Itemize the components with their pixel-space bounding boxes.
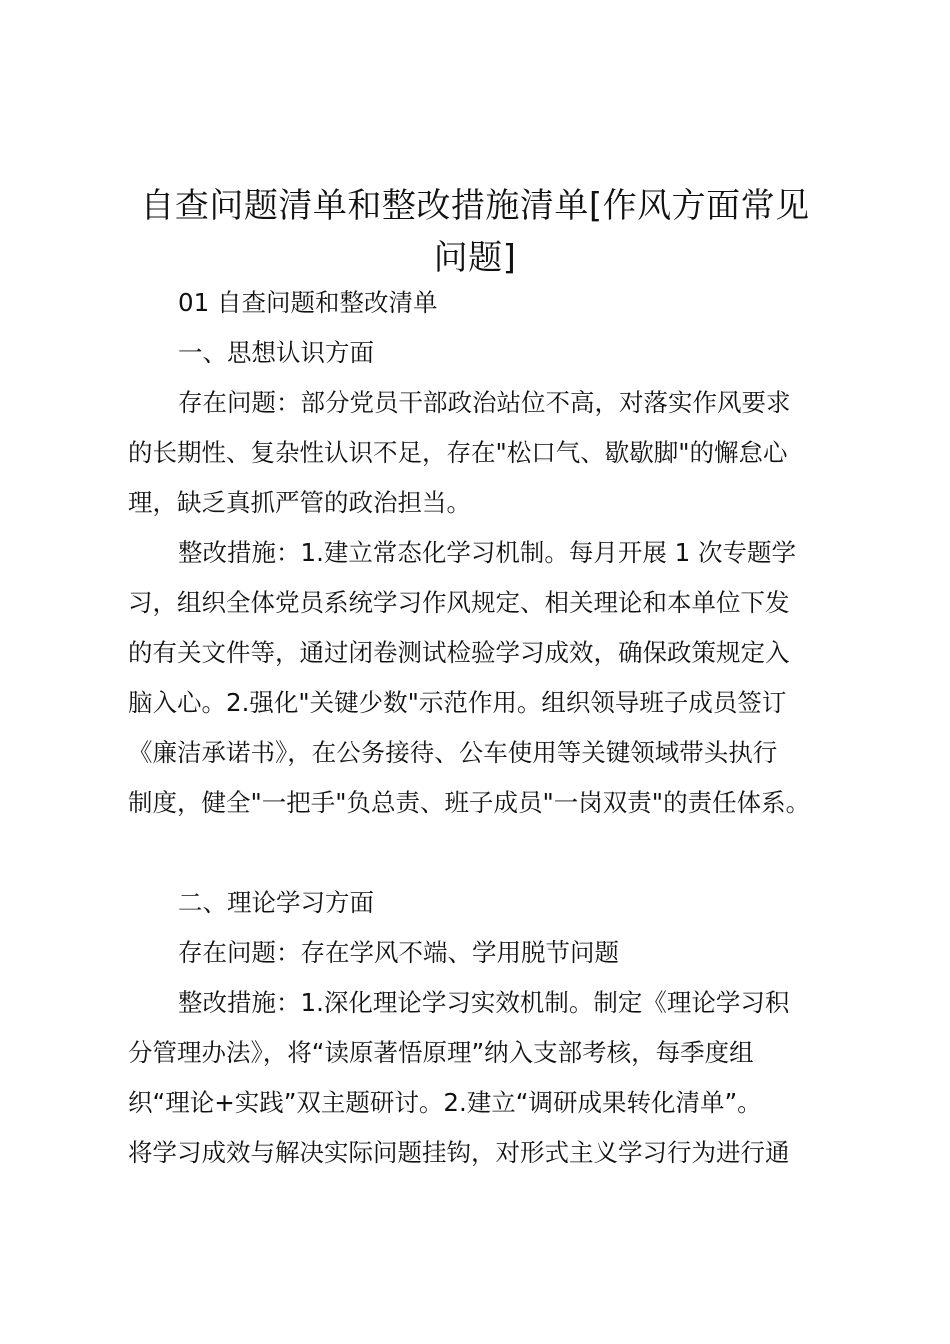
title-line: 问题]	[433, 238, 517, 278]
section-heading: 01 自查问题和整改清单	[178, 288, 438, 317]
section1-problem-line: 的长期性、复杂性认识不足，存在"松口气、歇歇脚"的懈怠心	[128, 438, 788, 467]
section1-heading: 一、思想认识方面	[178, 338, 374, 367]
title-line: 自查问题清单和整改措施清单[作风方面常见	[140, 186, 810, 226]
section1-problem-line: 理，缺乏真抓严管的政治担当。	[128, 488, 471, 517]
section2-measure-line: 将学习成效与解决实际问题挂钩，对形式主义学习行为进行通	[128, 1138, 790, 1167]
section1-measure-line: 的有关文件等，通过闭卷测试检验学习成效，确保政策规定入	[128, 638, 790, 667]
section1-problem-line: 存在问题：部分党员干部政治站位不高，对落实作风要求	[178, 388, 791, 417]
section1-measure-line: 脑入心。2.强化"关键少数"示范作用。组织领导班子成员签订	[128, 688, 787, 717]
section2-problem-line: 存在问题：存在学风不端、学用脱节问题	[178, 938, 619, 967]
section1-measure-line: 习，组织全体党员系统学习作风规定、相关理论和本单位下发	[128, 588, 790, 617]
section1-measure-line: 制度，健全"一把手"负总责、班子成员"一岗双责"的责任体系。	[128, 788, 811, 817]
section2-measure-line: 织“理论+实践”双主题研讨。2.建立“调研成果转化清单”。	[128, 1088, 762, 1117]
section1-measure-line: 《廉洁承诺书》，在公务接待、公车使用等关键领域带头执行	[128, 738, 778, 767]
section1-measure-line: 整改措施：1.建立常态化学习机制。每月开展 1 次专题学	[178, 538, 797, 567]
document-title	[110, 180, 840, 284]
blank-line	[128, 828, 828, 878]
section2-measure-line: 分管理办法》，将“读原著悟原理”纳入支部考核，每季度组	[128, 1038, 754, 1067]
document-body	[128, 278, 828, 1178]
section2-measure-line: 整改措施：1.深化理论学习实效机制。制定《理论学习积	[178, 988, 790, 1017]
section2-heading: 二、理论学习方面	[178, 888, 374, 917]
